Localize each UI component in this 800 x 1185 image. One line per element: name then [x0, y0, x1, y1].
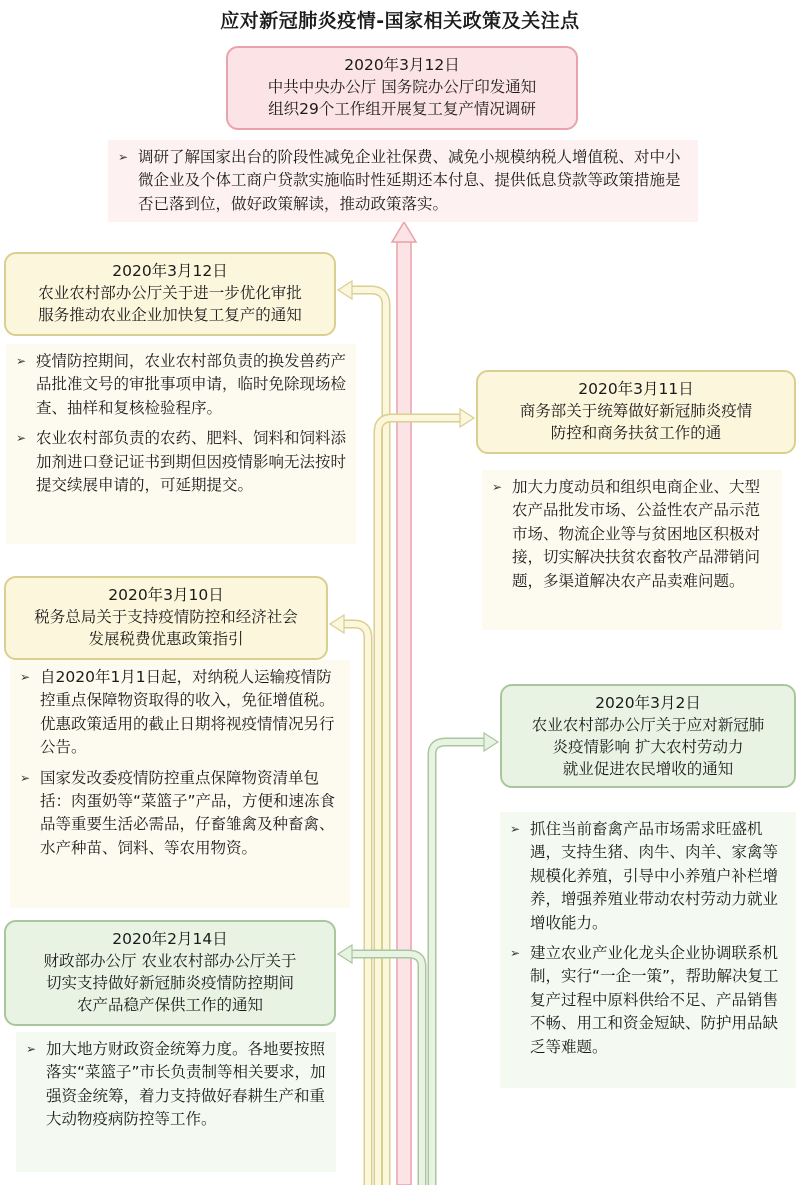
event-box-0: [226, 46, 578, 130]
note-text: 抓住当前畜禽产品市场需求旺盛机遇，支持生猪、肉牛、肉羊、家禽等规模化养殖，引导中小养殖户补栏增养，增强养殖业带动农村劳动力就业增收能力。: [530, 820, 779, 932]
event-box-4: [500, 684, 796, 788]
event-date: 2020年3月12日: [344, 56, 460, 74]
event-notes-0: [108, 140, 698, 222]
page-title: 应对新冠肺炎疫情-国家相关政策及关注点: [220, 10, 580, 32]
event-title-line: 防控和商务扶贫工作的通: [550, 424, 722, 442]
bullet-arrow-icon: ➢: [510, 822, 521, 836]
bullet-arrow-icon: ➢: [510, 946, 521, 961]
event-notes-5: [16, 1032, 336, 1172]
connector-right-2: [432, 733, 498, 1185]
note-text: 加大地方财政资金统筹力度。各地要按照落实“菜篮子”市长负责制等相关要求，加强资金统筹，着力支持做好春耕生产和重大动物疫病防控等工作。: [46, 1040, 326, 1129]
event-notes-3: [10, 660, 350, 908]
event-title-line: 炎疫情影响 扩大农村劳动力: [552, 738, 744, 756]
note-bullet: [18, 666, 342, 760]
event-notes-4: [500, 812, 796, 1088]
event-box-1: [4, 252, 336, 336]
event-title-line: 组织29个工作组开展复工复产情况调研: [268, 100, 536, 118]
note-text: 国家发改委疫情防控重点保障物资清单包括：肉蛋奶等“菜篮子”产品，方便和速冻食品等重要生活必需品，仔畜雏禽及种畜禽、水产种苗、饲料、等农用物资。: [40, 768, 336, 857]
note-bullet: [508, 818, 788, 935]
note-bullet: [14, 350, 348, 420]
event-date: 2020年3月2日: [595, 694, 701, 712]
event-box-2: [476, 370, 796, 454]
trunk-arrow: [392, 222, 416, 1185]
event-title-line: 农产品稳产保供工作的通知: [76, 996, 263, 1014]
note-text: 疫情防控期间，农业农村部负责的换发兽药产品批准文号的审批事项申请，临时免除现场检查、抽样和复核检验程序。: [36, 352, 347, 417]
note-bullet: [116, 146, 690, 216]
event-title-line: 切实支持做好新冠肺炎疫情防控期间: [45, 974, 294, 992]
event-title-line: 中共中央办公厅 国务院办公厅印发通知: [267, 78, 537, 96]
note-bullet: [18, 767, 342, 861]
event-title-line: 农业农村部办公厅关于进一步优化审批: [38, 284, 302, 302]
event-date: 2020年3月10日: [108, 586, 224, 604]
note-text: 农业农村部负责的农药、肥料、饲料和饲料添加剂进口登记证书到期但因疫情影响无法按时提交续展申请的，可延期提交。: [36, 429, 347, 495]
event-title-line: 发展税费优惠政策指引: [88, 630, 244, 648]
note-bullet: [508, 942, 788, 1059]
note-bullet: [14, 427, 348, 497]
bullet-arrow-icon: ➢: [492, 480, 503, 494]
event-date: 2020年3月11日: [578, 380, 694, 398]
note-text: 调研了解国家出台的阶段性减免企业社保费、减免小规模纳税人增值税、对中小微企业及个体工商户贷款实施临时性延期还本付息、提供低息贷款等政策措施是否已落到位，做好政策解读，推动政策落实。: [138, 148, 681, 213]
event-date: 2020年2月14日: [112, 930, 228, 948]
event-title-line: 农业农村部办公厅关于应对新冠肺: [531, 716, 765, 734]
bullet-arrow-icon: ➢: [118, 150, 129, 164]
note-text: 建立农业产业化龙头企业协调联系机制，实行“一企一策”，帮助解决复工复产过程中原料供给不足、产品销售不畅、用工和资金短缺、防护用品缺乏等难题。: [530, 944, 779, 1056]
bullet-arrow-icon: ➢: [16, 431, 27, 446]
event-title-line: 商务部关于统筹做好新冠肺炎疫情: [519, 402, 753, 420]
bullet-arrow-icon: ➢: [16, 354, 27, 368]
bullet-arrow-icon: ➢: [26, 1042, 37, 1056]
event-notes-1: [6, 344, 356, 544]
note-text: 加大力度动员和组织电商企业、大型农产品批发市场、公益性农产品示范市场、物流企业等与贫困地区积极对接，切实解决扶贫农畜牧产品滞销问题，多渠道解决农产品卖难问题。: [512, 478, 761, 590]
event-notes-2: [482, 470, 782, 630]
event-box-3: [4, 576, 328, 660]
event-title-line: 税务总局关于支持疫情防控和经济社会: [34, 608, 298, 626]
note-bullet: [24, 1038, 328, 1132]
note-bullet: [490, 476, 774, 593]
event-title-line: 财政部办公厅 农业农村部办公厅关于: [43, 952, 297, 970]
event-box-5: [4, 920, 336, 1026]
bullet-arrow-icon: ➢: [20, 670, 31, 684]
event-date: 2020年3月12日: [112, 262, 228, 280]
event-title-line: 服务推动农业企业加快复工复产的通知: [38, 306, 302, 324]
note-text: 自2020年1月1日起，对纳税人运输疫情防控重点保障物资取得的收入，免征增值税。优惠政策适用的截止日期将视疫情情况另行公告。: [40, 668, 335, 757]
bullet-arrow-icon: ➢: [20, 770, 31, 785]
event-title-line: 就业促进农民增收的通知: [562, 760, 734, 778]
